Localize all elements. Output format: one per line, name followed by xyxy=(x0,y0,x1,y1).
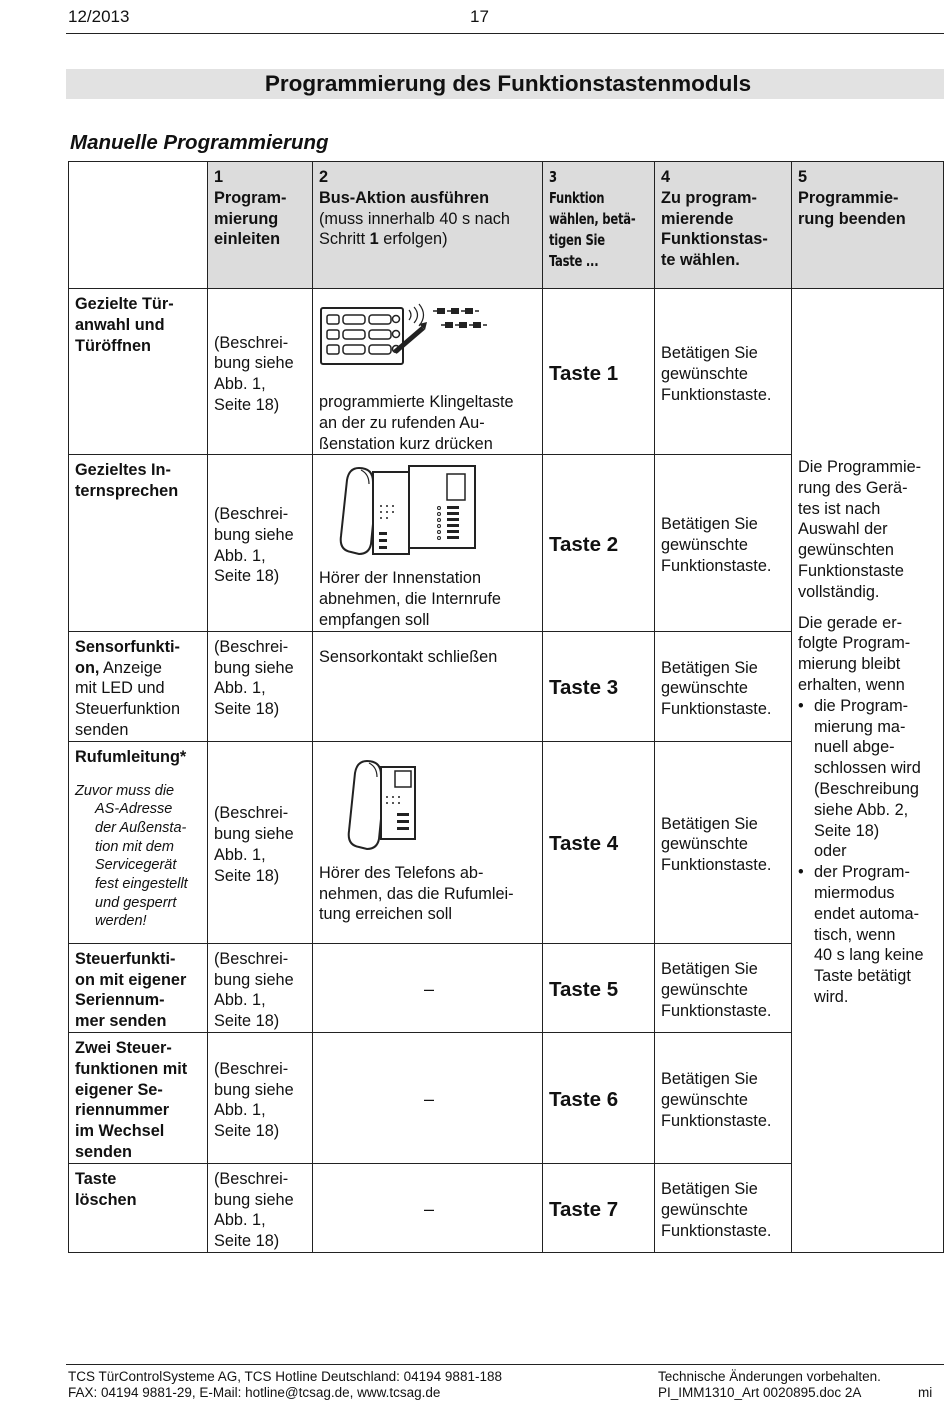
select-cell xyxy=(655,631,792,741)
step1-cell xyxy=(208,1032,313,1163)
key-label: Taste 1 xyxy=(549,361,619,385)
table-row xyxy=(69,289,944,455)
col-1-label: Program- mierung einleiten xyxy=(214,188,287,249)
function-label-detail: Anzeige mit LED und Steuerfunktion senden xyxy=(75,658,180,739)
action-cell xyxy=(313,289,543,455)
col-5-label: Programmie- rung beenden xyxy=(798,188,906,228)
action-text: Hörer der Innenstation abnehmen, die Internrufe empfangen soll xyxy=(319,569,501,629)
function-label: Zwei Steuer- funktionen mit eigener Se- riennummer im Wechsel senden xyxy=(75,1038,188,1161)
function-cell xyxy=(69,455,208,631)
select-cell xyxy=(655,455,792,631)
end-paragraph-1: Die Programmie- rung des Gerä- tes ist nach Auswahl der gewünschten Funktionstaste vollständig. xyxy=(798,458,922,601)
select-cell xyxy=(655,1163,792,1252)
function-cell xyxy=(69,631,208,741)
action-cell xyxy=(313,455,543,631)
action-cell xyxy=(313,631,543,741)
select-text: Betätigen Sie gewünschte Funktionstaste. xyxy=(661,515,772,575)
function-label: Gezielte Tür- anwahl und Türöffnen xyxy=(75,295,174,355)
select-text: Betätigen Sie gewünschte Funktionstaste. xyxy=(661,658,772,719)
select-text: Betätigen Sie gewünschte Funktionstaste. xyxy=(661,344,772,404)
action-text: – xyxy=(423,979,434,1000)
key-cell xyxy=(543,455,655,631)
action-cell xyxy=(313,1032,543,1163)
action-text: programmierte Klingeltaste an der zu rufenden Au- ßenstation kurz drücken xyxy=(319,393,514,453)
action-text: Hörer des Telefons ab- nehmen, das die Rufumlei- tung erreichen soll xyxy=(319,863,514,924)
select-cell xyxy=(655,741,792,943)
key-cell xyxy=(543,631,655,741)
action-cell xyxy=(313,741,543,943)
col-header-5 xyxy=(792,162,944,289)
key-label: Taste 5 xyxy=(549,977,619,1001)
function-label: Sensorfunkti- on, xyxy=(75,637,180,677)
footer-doc-id: PI_IMM1310_Art 0020895.doc 2A xyxy=(658,1385,862,1400)
action-cell xyxy=(313,943,543,1032)
col-header-1 xyxy=(208,162,313,289)
col-2-note-text: (muss innerhalb 40 s nach Schritt xyxy=(319,209,510,249)
function-note: Zuvor muss die AS-Adresse der Außensta- tion mit dem Servicegerät fest eingestellt und gesperrt werden! xyxy=(75,782,188,930)
col-4-label: Zu program- mierende Funktionstas- te wählen. xyxy=(661,188,768,270)
step1-cell xyxy=(208,289,313,455)
header-rule xyxy=(66,33,944,34)
col-2-note-bold: 1 xyxy=(369,230,379,249)
col-header-2 xyxy=(313,162,543,289)
step1-text: (Beschrei- bung siehe Abb. 1, Seite 18) xyxy=(214,504,294,586)
col-3-label: Funktion wählen, betä- tigen Sie Taste ... xyxy=(549,188,636,270)
col-2-number: 2 xyxy=(319,168,329,186)
header-date: 12/2013 xyxy=(68,7,130,26)
step1-cell xyxy=(208,741,313,943)
function-label: Rufumleitung* xyxy=(75,747,187,766)
step1-cell xyxy=(208,631,313,741)
action-cell xyxy=(313,1163,543,1252)
function-cell xyxy=(69,741,208,943)
page-footer xyxy=(66,1364,944,1400)
function-cell xyxy=(69,289,208,455)
action-text: – xyxy=(423,1089,434,1110)
footer-disclaimer: Technische Änderungen vorbehalten. xyxy=(658,1369,881,1384)
key-cell xyxy=(543,1163,655,1252)
function-cell xyxy=(69,1163,208,1252)
col-header-3 xyxy=(543,162,655,289)
programming-table xyxy=(68,161,944,1253)
page-number: 17 xyxy=(470,7,489,26)
key-label: Taste 3 xyxy=(549,676,619,700)
function-label: Gezieltes In- ternsprechen xyxy=(75,461,179,501)
col-header-4 xyxy=(655,162,792,289)
header-empty-cell xyxy=(69,162,208,289)
col-4-number: 4 xyxy=(661,168,671,186)
key-label: Taste 7 xyxy=(549,1197,619,1221)
select-text: Betätigen Sie gewünschte Funktionstaste. xyxy=(661,1180,772,1240)
step1-text: (Beschrei- bung siehe Abb. 1, Seite 18) xyxy=(214,949,294,1031)
function-label: Taste löschen xyxy=(75,1169,137,1209)
step1-text: (Beschrei- bung siehe Abb. 1, Seite 18) xyxy=(214,1059,294,1141)
key-label: Taste 4 xyxy=(549,832,619,856)
key-cell xyxy=(543,943,655,1032)
select-cell xyxy=(655,943,792,1032)
step1-text: (Beschrei- bung siehe Abb. 1, Seite 18) xyxy=(214,333,294,414)
step1-cell xyxy=(208,1163,313,1252)
step1-cell xyxy=(208,455,313,631)
page-title: Programmierung des Funktionstastenmoduls xyxy=(264,71,752,96)
function-label: Steuerfunkti- on mit eigener Seriennum- mer senden xyxy=(75,949,187,1031)
function-cell xyxy=(69,943,208,1032)
step1-cell xyxy=(208,943,313,1032)
footer-initials: mi xyxy=(918,1385,933,1400)
end-bullet-2: • der Program- miermodus endet automa- tisch, wenn 40 s lang keine Taste betätigt wird. xyxy=(798,862,937,1008)
section-subtitle: Manuelle Programmierung xyxy=(70,131,329,154)
key-cell xyxy=(543,741,655,943)
action-text: – xyxy=(423,1199,434,1220)
step1-text: (Beschrei- bung siehe Abb. 1, Seite 18) xyxy=(214,804,294,885)
step1-text: (Beschrei- bung siehe Abb. 1, Seite 18) xyxy=(214,1169,294,1251)
page-header xyxy=(0,0,950,34)
key-cell xyxy=(543,1032,655,1163)
end-programming-cell xyxy=(792,289,944,1253)
table-header-row xyxy=(69,162,944,289)
select-cell xyxy=(655,1032,792,1163)
end-bullet-1: • die Program- mierung ma- nuell abge- schlossen wird (Beschreibung siehe Abb. 2, Seite 18) oder xyxy=(798,696,937,862)
footer-company-line: TCS TürControlSysteme AG, TCS Hotline Deutschland: 04194 9881-188 xyxy=(68,1369,502,1384)
end-bullet-list xyxy=(798,696,937,1008)
key-label: Taste 2 xyxy=(549,533,619,557)
outdoor-station-illustration xyxy=(319,302,509,370)
col-2-note-end: erfolgen) xyxy=(378,230,448,249)
col-3-number: 3 xyxy=(549,168,557,186)
title-bar xyxy=(66,69,944,99)
key-cell xyxy=(543,289,655,455)
col-5-number: 5 xyxy=(798,168,808,186)
col-2-label: Bus-Aktion ausführen xyxy=(319,188,490,207)
step1-text: (Beschrei- bung siehe Abb. 1, Seite 18) xyxy=(214,637,294,719)
col-1-number: 1 xyxy=(214,168,224,186)
end-paragraph-2: Die gerade er- folgte Program- mierung bleibt erhalten, wenn xyxy=(798,613,911,694)
select-cell xyxy=(655,289,792,455)
telephone-illustration xyxy=(345,757,455,857)
footer-contact-line: FAX: 04194 9881-29, E-Mail: hotline@tcsag.de, www.tcsag.de xyxy=(68,1385,441,1400)
function-cell xyxy=(69,1032,208,1163)
indoor-station-illustration xyxy=(337,462,487,558)
key-label: Taste 6 xyxy=(549,1087,619,1111)
select-text: Betätigen Sie gewünschte Funktionstaste. xyxy=(661,1070,772,1130)
action-text: Sensorkontakt schließen xyxy=(319,647,498,666)
col-2-note xyxy=(319,209,536,251)
select-text: Betätigen Sie gewünschte Funktionstaste. xyxy=(661,960,772,1020)
select-text: Betätigen Sie gewünschte Funktionstaste. xyxy=(661,814,772,875)
